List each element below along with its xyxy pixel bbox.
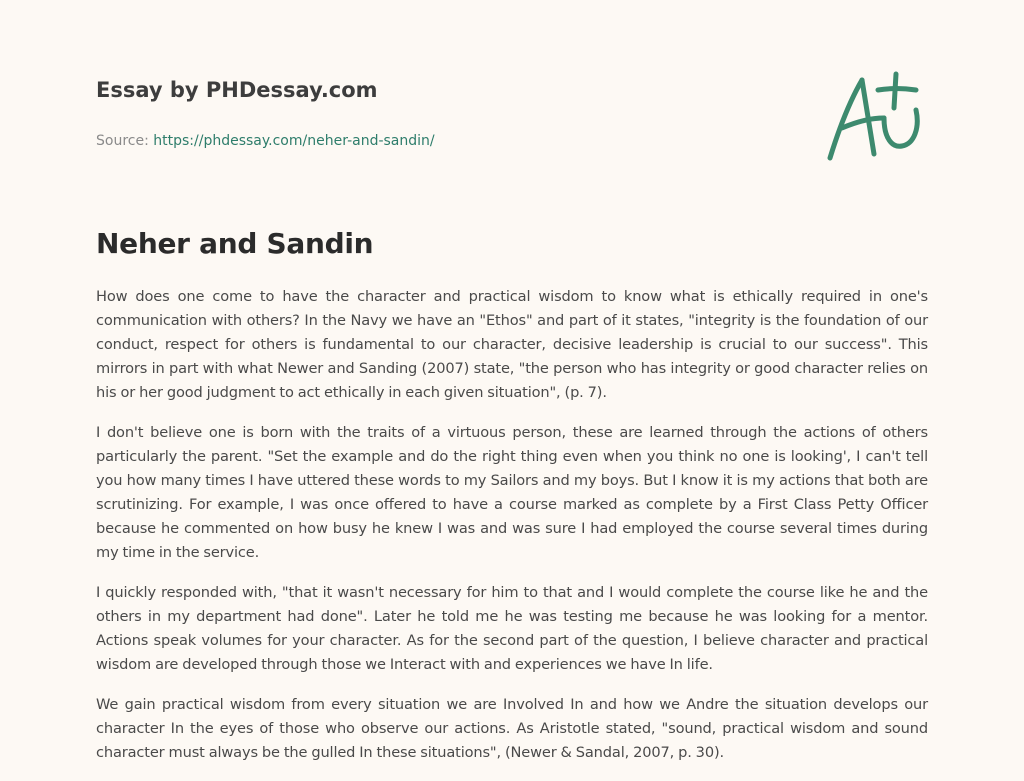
paragraph: I quickly responded with, "that it wasn't necessary for him to that and I would complete the course like he and the others in my department had done". Later he told me he was testing me because he was looking for a mentor. Actions speak volumes for your character. As for the second part of the question, I believe character and practical wisdom are developed through those we Interact with and experiences we have In life.: [96, 584, 928, 673]
paragraph: We gain practical wisdom from every situation we are Involved In and how we Andre the situation develops our character In the eyes of those who observe our actions. As Aristotle stated, "sound, practical wisdom and sound character must always be the gulled In these situations", (Newer & Sandal, 2007, p. 30).: [96, 696, 928, 761]
site-title: Essay by PHDessay.com: [96, 78, 378, 102]
source-link[interactable]: https://phdessay.com/neher-and-sandin/: [153, 133, 435, 149]
paragraph: How does one come to have the character and practical wisdom to know what is ethically required in one's communication with others? In the Navy we have an "Ethos" and part of it states, "integrity is the foundation of our conduct, respect for others is fundamental to our character, decisive leadership is crucial to our success". This mirrors in part with what Newer and Sanding (2007) state, "the person who has integrity or good character relies on his or her good judgment to act ethically in each given situation", (p. 7).: [96, 288, 928, 401]
article-body: [96, 285, 928, 781]
source-label: Source:: [96, 133, 154, 149]
source-line: [96, 132, 696, 150]
paragraph: I don't believe one is born with the traits of a virtuous person, these are learned through the actions of others particularly the parent. "Set the example and do the right thing even when you think no one is looking', I can't tell you how many times I have uttered these words to my Sailors and my boys. But I know it is my actions that both are scrutinizing. For example, I was once offered to have a course marked as complete by a First Class Petty Officer because he commented on how busy he knew I was and was sure I had employed the course several times during my time in the service.: [96, 424, 928, 561]
page-title: Neher and Sandin: [96, 227, 374, 260]
a-plus-icon: [822, 68, 926, 164]
page-header: [96, 76, 696, 150]
